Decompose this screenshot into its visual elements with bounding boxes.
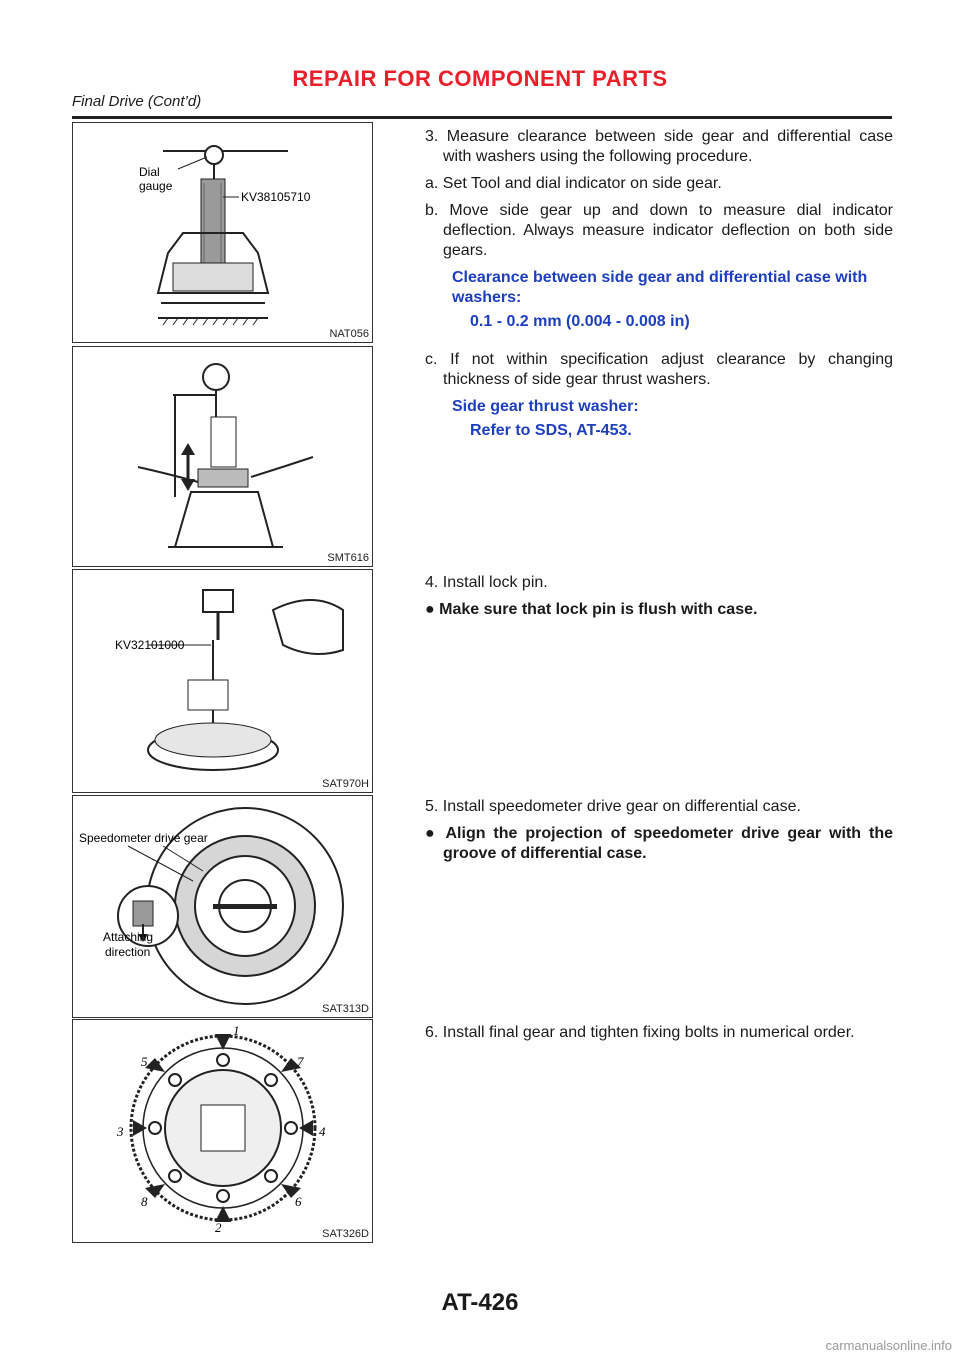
bullet-lock-pin xyxy=(425,600,893,620)
bolt-label-8: 8 xyxy=(141,1194,148,1209)
bullet-speedometer-text: Align the projection of speedometer drive gear with the groove of differential case. xyxy=(443,825,893,862)
text-block-final-gear xyxy=(425,1023,893,1050)
text-block-adjust-clearance xyxy=(425,350,893,445)
bullet-icon: ● xyxy=(425,825,439,842)
figure-code: NAT056 xyxy=(329,328,369,340)
bolt-label-7: 7 xyxy=(297,1054,304,1069)
step-3c: c. If not within specification adjust clearance by changing thickness of side gear thrust washers. xyxy=(425,351,893,388)
label-dial: Dial xyxy=(139,165,160,179)
figure-sat313d-drawing xyxy=(73,796,372,1017)
spec-washer-label: Side gear thrust washer: xyxy=(452,398,639,415)
figure-sat326d-drawing xyxy=(73,1020,372,1242)
figure-nat056 xyxy=(72,122,373,343)
figure-code: SAT313D xyxy=(322,1003,369,1015)
figure-code: SMT616 xyxy=(327,552,369,564)
bolt-label-1: 1 xyxy=(233,1023,240,1038)
text-block-measure-clearance xyxy=(425,127,893,336)
page-title: REPAIR FOR COMPONENT PARTS xyxy=(292,66,668,91)
figure-sat970h-drawing xyxy=(73,570,372,792)
bolt-label-6: 6 xyxy=(295,1194,302,1209)
section-subtitle: Final Drive (Cont’d) xyxy=(72,93,202,110)
label-tool: KV38105710 xyxy=(241,190,311,204)
step-3a: a. Set Tool and dial indicator on side gear. xyxy=(425,175,722,192)
step-3b: b. Move side gear up and down to measure dial indicator deflection. Always measure indicator deflection on both side gears. xyxy=(425,202,893,259)
label-tool-kv: KV32101000 xyxy=(115,638,185,652)
bolt-label-3: 3 xyxy=(117,1124,124,1139)
bullet-icon: ● xyxy=(425,601,435,618)
bolt-label-5: 5 xyxy=(141,1054,148,1069)
figure-sat970h xyxy=(72,569,373,793)
figure-smt616 xyxy=(72,346,373,567)
watermark: carmanualsonline.info xyxy=(825,1338,952,1353)
label-direction: direction xyxy=(105,945,151,959)
label-speedometer-gear: Speedometer drive gear xyxy=(79,831,208,845)
text-block-speedometer xyxy=(425,797,893,871)
figure-code: SAT326D xyxy=(322,1228,369,1240)
label-attaching: Attaching xyxy=(103,930,154,944)
text-block-lock-pin xyxy=(425,573,893,627)
bolt-label-4: 4 xyxy=(319,1124,326,1139)
figure-sat326d xyxy=(72,1019,373,1243)
step-5: 5. Install speedometer drive gear on differential case. xyxy=(425,798,801,815)
step-4: 4. Install lock pin. xyxy=(425,574,548,591)
bullet-speedometer xyxy=(425,824,893,864)
step-3: 3. Measure clearance between side gear and differential case with washers using the following procedure. xyxy=(425,128,893,165)
figure-nat056-drawing xyxy=(73,123,372,342)
figure-smt616-drawing xyxy=(73,347,372,566)
bolt-label-2: 2 xyxy=(215,1220,222,1235)
page-number: AT-426 xyxy=(441,1289,519,1316)
spec-clearance-label: Clearance between side gear and differential case with washers: xyxy=(452,269,868,306)
header-rule xyxy=(72,116,892,119)
label-gauge: gauge xyxy=(139,179,173,193)
bullet-lock-pin-text: Make sure that lock pin is flush with case. xyxy=(439,601,758,618)
figure-sat313d xyxy=(72,795,373,1018)
spec-washer-value: Refer to SDS, AT-453. xyxy=(470,422,632,439)
step-6: 6. Install final gear and tighten fixing bolts in numerical order. xyxy=(425,1024,855,1041)
spec-clearance-value: 0.1 - 0.2 mm (0.004 - 0.008 in) xyxy=(470,313,690,330)
figure-code: SAT970H xyxy=(322,778,369,790)
